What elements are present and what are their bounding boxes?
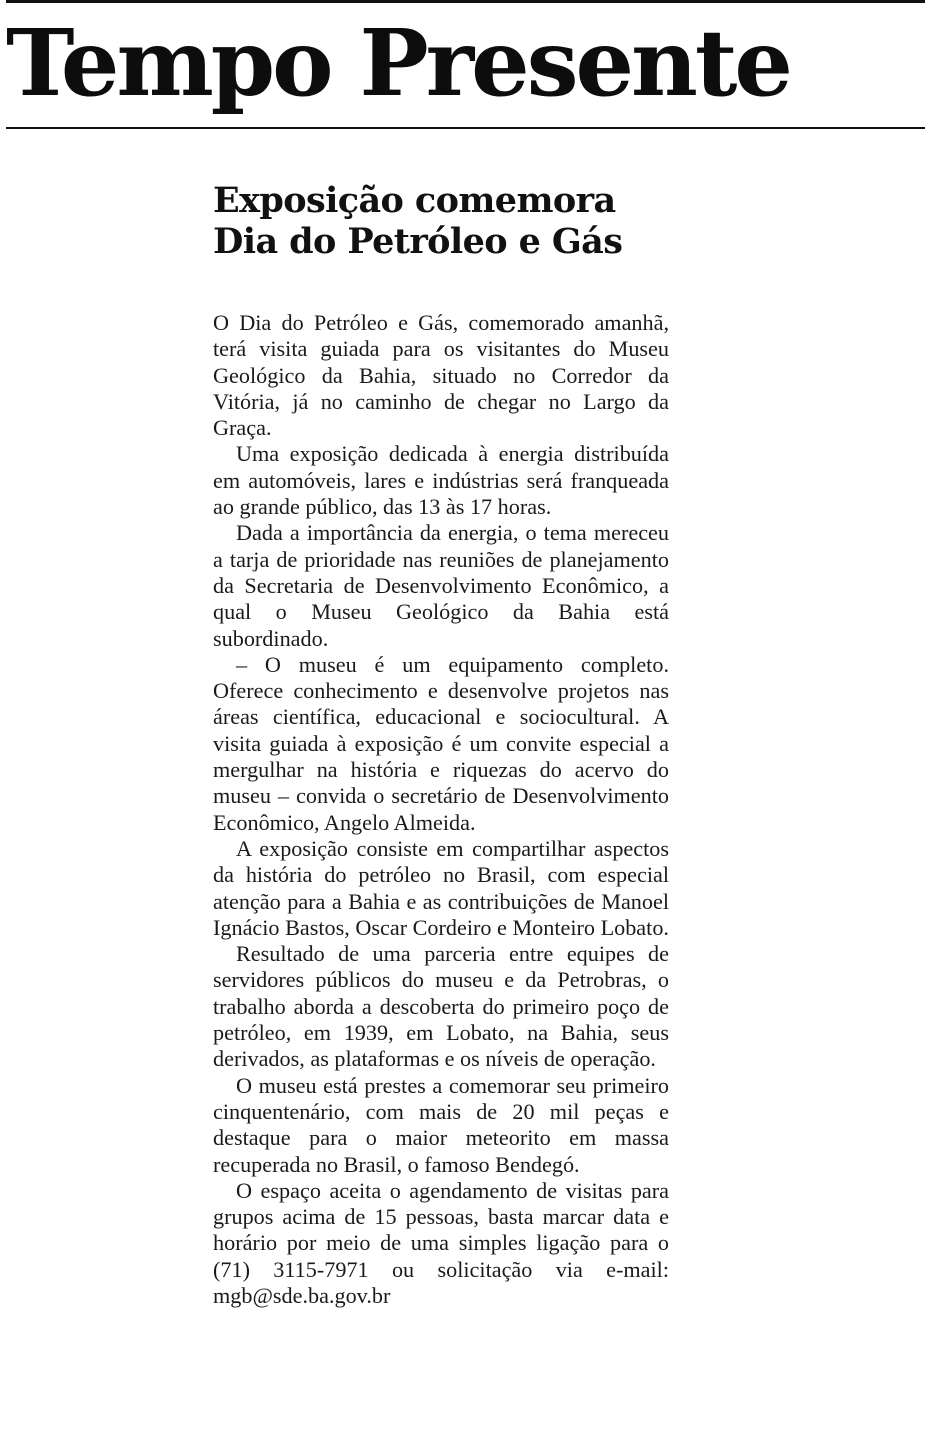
article-paragraph: Uma exposição dedicada à energia distribuída em automóveis, lares e indústrias será franqueada ao grande público, das 13 às 17 horas. bbox=[213, 441, 669, 520]
top-rule bbox=[6, 0, 925, 3]
article-paragraph: – O museu é um equipamento completo. Oferece conhecimento e desenvolve projetos nas áreas científica, educacional e sociocultural. A visita guiada à exposição é um convite especial a mergulhar na história e riquezas do acervo do museu – convida o secretário de Desenvolvimento Econômico, Angelo Almeida. bbox=[213, 651, 669, 835]
section-title: Tempo Presente bbox=[6, 9, 790, 117]
article-body bbox=[213, 310, 669, 1309]
article-paragraph: Dada a importância da energia, o tema mereceu a tarja de prioridade nas reuniões de planejamento da Secretaria de Desenvolvimento Econômico, a qual o Museu Geológico da Bahia está subordinado. bbox=[213, 520, 669, 651]
article-headline: Exposição comemora Dia do Petróleo e Gás bbox=[213, 180, 623, 262]
article-paragraph: Resultado de uma parceria entre equipes de servidores públicos do museu e da Petrobras, o trabalho aborda a descoberta do primeiro poço de petróleo, em 1939, em Lobato, na Bahia, seus derivados, as plataformas e os níveis de operação. bbox=[213, 941, 669, 1072]
section-divider bbox=[6, 127, 925, 129]
article-paragraph: O museu está prestes a comemorar seu primeiro cinquentenário, com mais de 20 mil peças e destaque para o maior meteorito em massa recuperada no Brasil, o famoso Bendegó. bbox=[213, 1072, 669, 1177]
article-paragraph: O Dia do Petróleo e Gás, comemorado amanhã, terá visita guiada para os visitantes do Museu Geológico da Bahia, situado no Corredor da Vitória, já no caminho de chegar no Largo da Graça. bbox=[213, 310, 669, 441]
article-paragraph: O espaço aceita o agendamento de visitas para grupos acima de 15 pessoas, basta marcar data e horário por meio de uma simples ligação para o (71) 3115-7971 ou solicitação via e-mail: mgb@sde.ba.gov.br bbox=[213, 1177, 669, 1308]
article-paragraph: A exposição consiste em compartilhar aspectos da história do petróleo no Brasil, com especial atenção para a Bahia e as contribuições de Manoel Ignácio Bastos, Oscar Cordeiro e Monteiro Lobato. bbox=[213, 835, 669, 940]
